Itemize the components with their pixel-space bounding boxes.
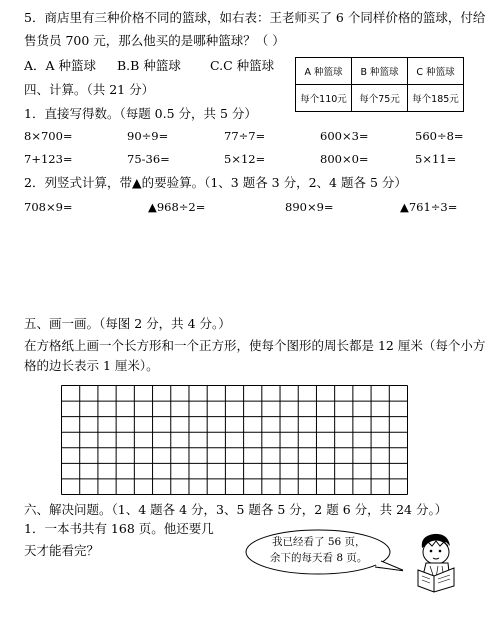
section4-q2-title: 2．列竖式计算，带▲的要验算。（1、3 题各 3 分，2、4 题各 5 分） bbox=[24, 175, 407, 190]
calc-r1-3: 77÷7= bbox=[224, 129, 266, 143]
section5-desc-line1: 在方格纸上画一个长方形和一个正方形，使每个图形的周长都是 12 厘米（每个小方 bbox=[24, 338, 486, 353]
calc-r1-1: 8×700= bbox=[24, 129, 73, 143]
price-c: 每个185元 bbox=[408, 85, 464, 112]
section4-title: 四、计算。（共 21 分） bbox=[24, 82, 155, 97]
price-header-c: C 种篮球 bbox=[408, 58, 464, 85]
price-table bbox=[295, 57, 464, 112]
section6-title: 六、解决问题。（1、4 题各 4 分，3、5 题各 5 分，2 题 6 分，共 24 分。） bbox=[24, 502, 448, 517]
section5-title: 五、画一画。（每图 2 分，共 4 分。） bbox=[24, 316, 231, 331]
section4-q1-title: 1．直接写得数。（每题 0.5 分，共 5 分） bbox=[24, 106, 257, 121]
q5-option-b: B.B 种篮球 bbox=[117, 58, 181, 73]
section6-q1-line1: 1．一本书共有 168 页。他还要几 bbox=[24, 521, 214, 536]
section5-desc-line2: 格的边长表示 1 厘米）。 bbox=[24, 358, 159, 373]
calc-r2-1: 7+123= bbox=[24, 152, 73, 166]
section6-q1-line2: 天才能看完？ bbox=[24, 543, 100, 558]
calc-r3-4: ▲761÷3= bbox=[400, 200, 458, 214]
price-b: 每个75元 bbox=[352, 85, 408, 112]
bubble-line1: 我已经看了 56 页， bbox=[272, 536, 366, 548]
calc-r2-4: 800×0= bbox=[320, 152, 369, 166]
q5-line1: 5．商店里有三种价格不同的篮球，如右表：王老师买了 6 个同样价格的篮球，付给 bbox=[24, 10, 486, 25]
price-header-b: B 种篮球 bbox=[352, 58, 408, 85]
calc-r3-1: 708×9= bbox=[24, 200, 73, 214]
calc-r1-2: 90÷9= bbox=[127, 129, 169, 143]
price-header-a: A 种篮球 bbox=[296, 58, 352, 85]
calc-r1-5: 560÷8= bbox=[415, 129, 464, 143]
q5-option-c: C.C 种篮球 bbox=[210, 58, 275, 73]
calc-r2-3: 5×12= bbox=[224, 152, 266, 166]
calc-r3-2: ▲968÷2= bbox=[148, 200, 206, 214]
price-a: 每个110元 bbox=[296, 85, 352, 112]
bubble-line2: 余下的每天看 8 页。 bbox=[270, 552, 368, 564]
q5-line2: 售货员 700 元，那么他买的是哪种篮球？（ ） bbox=[24, 33, 285, 48]
calc-r1-4: 600×3= bbox=[320, 129, 369, 143]
calc-r2-5: 5×11= bbox=[415, 152, 457, 166]
calc-r3-3: 890×9= bbox=[285, 200, 334, 214]
q5-option-a: A．A 种篮球 bbox=[24, 58, 97, 73]
calc-r2-2: 75-36= bbox=[127, 152, 170, 166]
grid-paper[interactable] bbox=[61, 385, 408, 495]
boy-reading-illustration bbox=[408, 530, 468, 594]
